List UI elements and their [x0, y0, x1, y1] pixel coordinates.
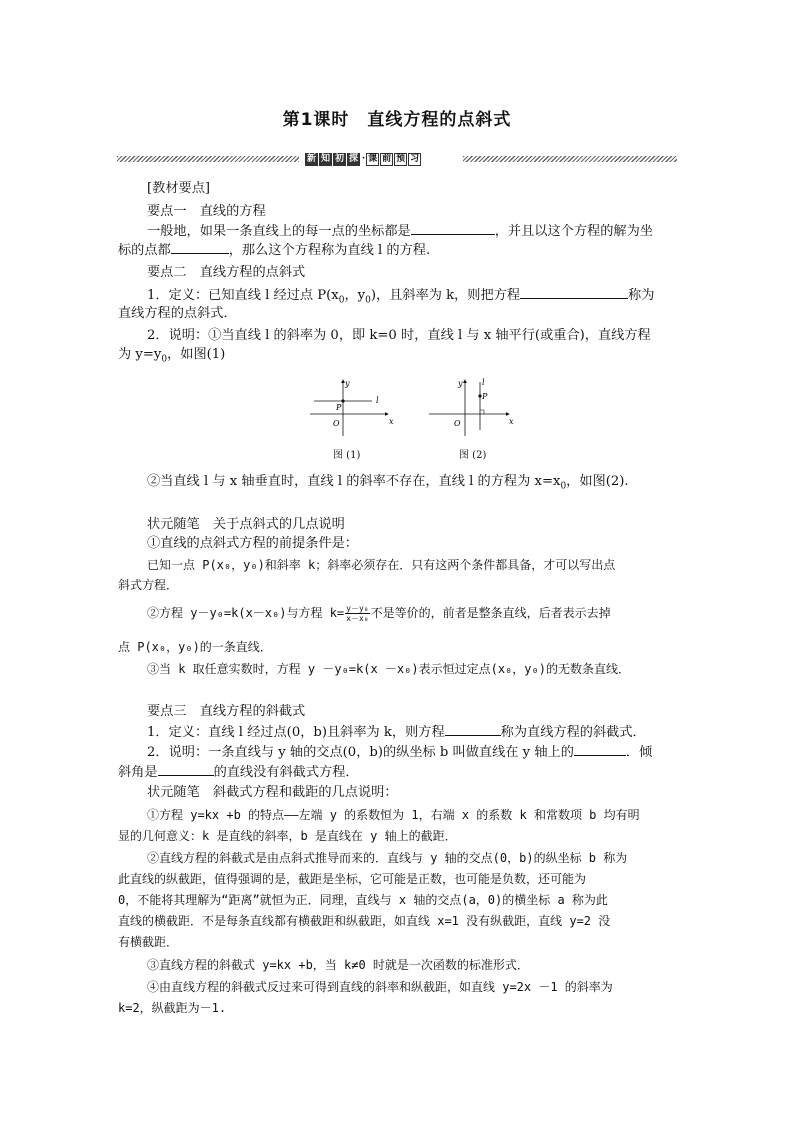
banner-stripe-left: [117, 156, 299, 162]
point-heading: 要点三 直线方程的斜截式: [147, 704, 306, 719]
text-line: ①直线的点斜式方程的前提条件是：: [147, 536, 358, 551]
point-p: [341, 399, 344, 402]
text-line: 显的几何意义：k 是直线的斜率，b 是直线在 y 轴上的截距．: [118, 829, 457, 843]
text-line: ③当 k 取任意实数时，方程 y －y₀=k(x －x₀)表示恒过定点(x₀，y₀)的无数条直线．: [147, 662, 630, 676]
x-label: x: [389, 417, 394, 426]
fraction: $\frac{\text{y－y₀}}{\text{x－x₀}}$: [346, 604, 369, 623]
banner-stripe-right: [463, 156, 677, 162]
fill-blank: [411, 222, 495, 235]
text-line: 为 $y=y_0$，如图(1): [118, 347, 226, 365]
note-heading: 状元随笔 斜截式方程和截距的几点说明：: [147, 785, 398, 800]
point-heading: 要点二 直线方程的点斜式: [147, 265, 306, 280]
text-line: 直线的横截距．不是每条直线都有横截距和纵截距，如直线 x=1 没有纵截距，直线 y=2 没: [118, 914, 611, 928]
fill-blank: [574, 743, 626, 756]
text-line: 此直线的纵截距，值得强调的是，截距是坐标，它可能是正数，也可能是负数，还可能为: [118, 872, 587, 886]
text-line: 1．定义：已知直线 l 经过点 $P(x_0$，$y_0$)，且斜率为 k，则把方程 称为: [147, 288, 655, 306]
banner-char: 预: [396, 153, 406, 164]
note-heading: 状元随笔 关于点斜式的几点说明: [147, 517, 345, 532]
origin-label: O: [333, 419, 340, 428]
p-label: P: [482, 392, 488, 401]
fill-blank: [520, 286, 628, 299]
text-line: ③直线方程的斜截式 y=kx +b，当 k≠0 时就是一次函数的标准形式．: [147, 958, 529, 972]
text-line: 2．说明：①当直线 l 的斜率为 0，即 k=0 时，直线 l 与 x 轴平行(或重合)，直线方程: [147, 328, 651, 343]
banner-char: 知: [320, 153, 330, 164]
l-label: l: [482, 378, 485, 387]
text-line: 2．说明：一条直线与 y 轴的交点(0，b)的纵坐标 b 叫做直线在 y 轴上的 ．倾: [147, 745, 653, 760]
banner-char: 新: [306, 153, 316, 164]
y-label: y: [458, 379, 463, 388]
banner-char: 课: [368, 153, 378, 164]
figure-2: [425, 374, 517, 438]
fill-blank: [158, 763, 214, 776]
text-line: 已知一点 P(x₀，y₀)和斜率 k；斜率必须存在．只有这两个条件都具备，才可以写出点: [147, 558, 616, 572]
section-banner: [117, 152, 677, 166]
lesson-topic: 直线方程的点斜式: [367, 110, 512, 130]
figure-1: [306, 374, 396, 438]
banner-separator: ·: [362, 154, 366, 164]
right-angle-mark: [480, 410, 484, 414]
text-line: ②当直线 l 与 x 轴垂直时，直线 l 的斜率不存在，直线 l 的方程为 $x=x_0$，如图(2).: [147, 474, 629, 492]
fill-blank: [445, 723, 501, 736]
banner-tag: [305, 152, 422, 166]
text-line: 有横截距．: [118, 935, 179, 949]
lesson-number: 第1课时: [282, 110, 350, 130]
section-heading: [教材要点]: [147, 181, 211, 196]
fill-blank: [171, 241, 229, 254]
text-line: ①方程 y=kx +b 的特点——左端 y 的系数恒为 1，右端 x 的系数 k 和常数项 b 均有明: [147, 808, 640, 822]
text-line: 0，不能将其理解为“距离”就恒为正．同理，直线与 x 轴的交点(a，0)的横坐标 a 称为此: [118, 893, 608, 907]
banner-char: 初: [334, 153, 344, 164]
banner-char: 习: [410, 153, 420, 164]
text-line: ②直线方程的斜截式是由点斜式推导而来的．直线与 y 轴的交点(0，b)的纵坐标 b 称为: [147, 851, 628, 865]
x-label: x: [509, 417, 514, 426]
text-line: 直线方程的点斜式．: [118, 306, 237, 321]
text-line: 1．定义：直线 l 经过点(0，b)且斜率为 k，则方程 称为直线方程的斜截式．: [147, 725, 646, 740]
text-line: ②方程 y－y₀=k(x－x₀)与方程 k= $\frac{\text{y－y₀}}{\text{x－x₀}}$ 不是等价的，前者是整条直线，后者表示去掉: [147, 604, 611, 623]
figure-2-caption: 图 (2): [459, 450, 487, 461]
text-line: ④由直线方程的斜截式反过来可得到直线的斜率和纵截距，如直线 y=2x －1 的斜率为: [147, 980, 613, 994]
text-line: 标的点都 ，那么这个方程称为直线 l 的方程.: [118, 243, 431, 258]
text-line: k=2，纵截距为－1.: [118, 1001, 227, 1015]
text-line: 点 P(x₀，y₀)的一条直线．: [118, 640, 272, 654]
banner-char: 前: [382, 153, 392, 164]
point-heading: 要点一 直线的方程: [147, 204, 266, 219]
origin-label: O: [454, 419, 461, 428]
text-line: 斜角是 的直线没有斜截式方程．: [118, 765, 359, 780]
text-line: 一般地，如果一条直线上的每一点的坐标都是 ，并且以这个方程的解为坐: [147, 224, 653, 239]
figure-1-caption: 图 (1): [333, 450, 361, 461]
text-line: 斜式方程．: [118, 578, 179, 592]
p-label: P: [336, 403, 342, 412]
banner-char: 探: [348, 153, 358, 164]
y-label: y: [345, 379, 350, 388]
page-title: [0, 105, 794, 130]
l-label: l: [376, 396, 379, 405]
